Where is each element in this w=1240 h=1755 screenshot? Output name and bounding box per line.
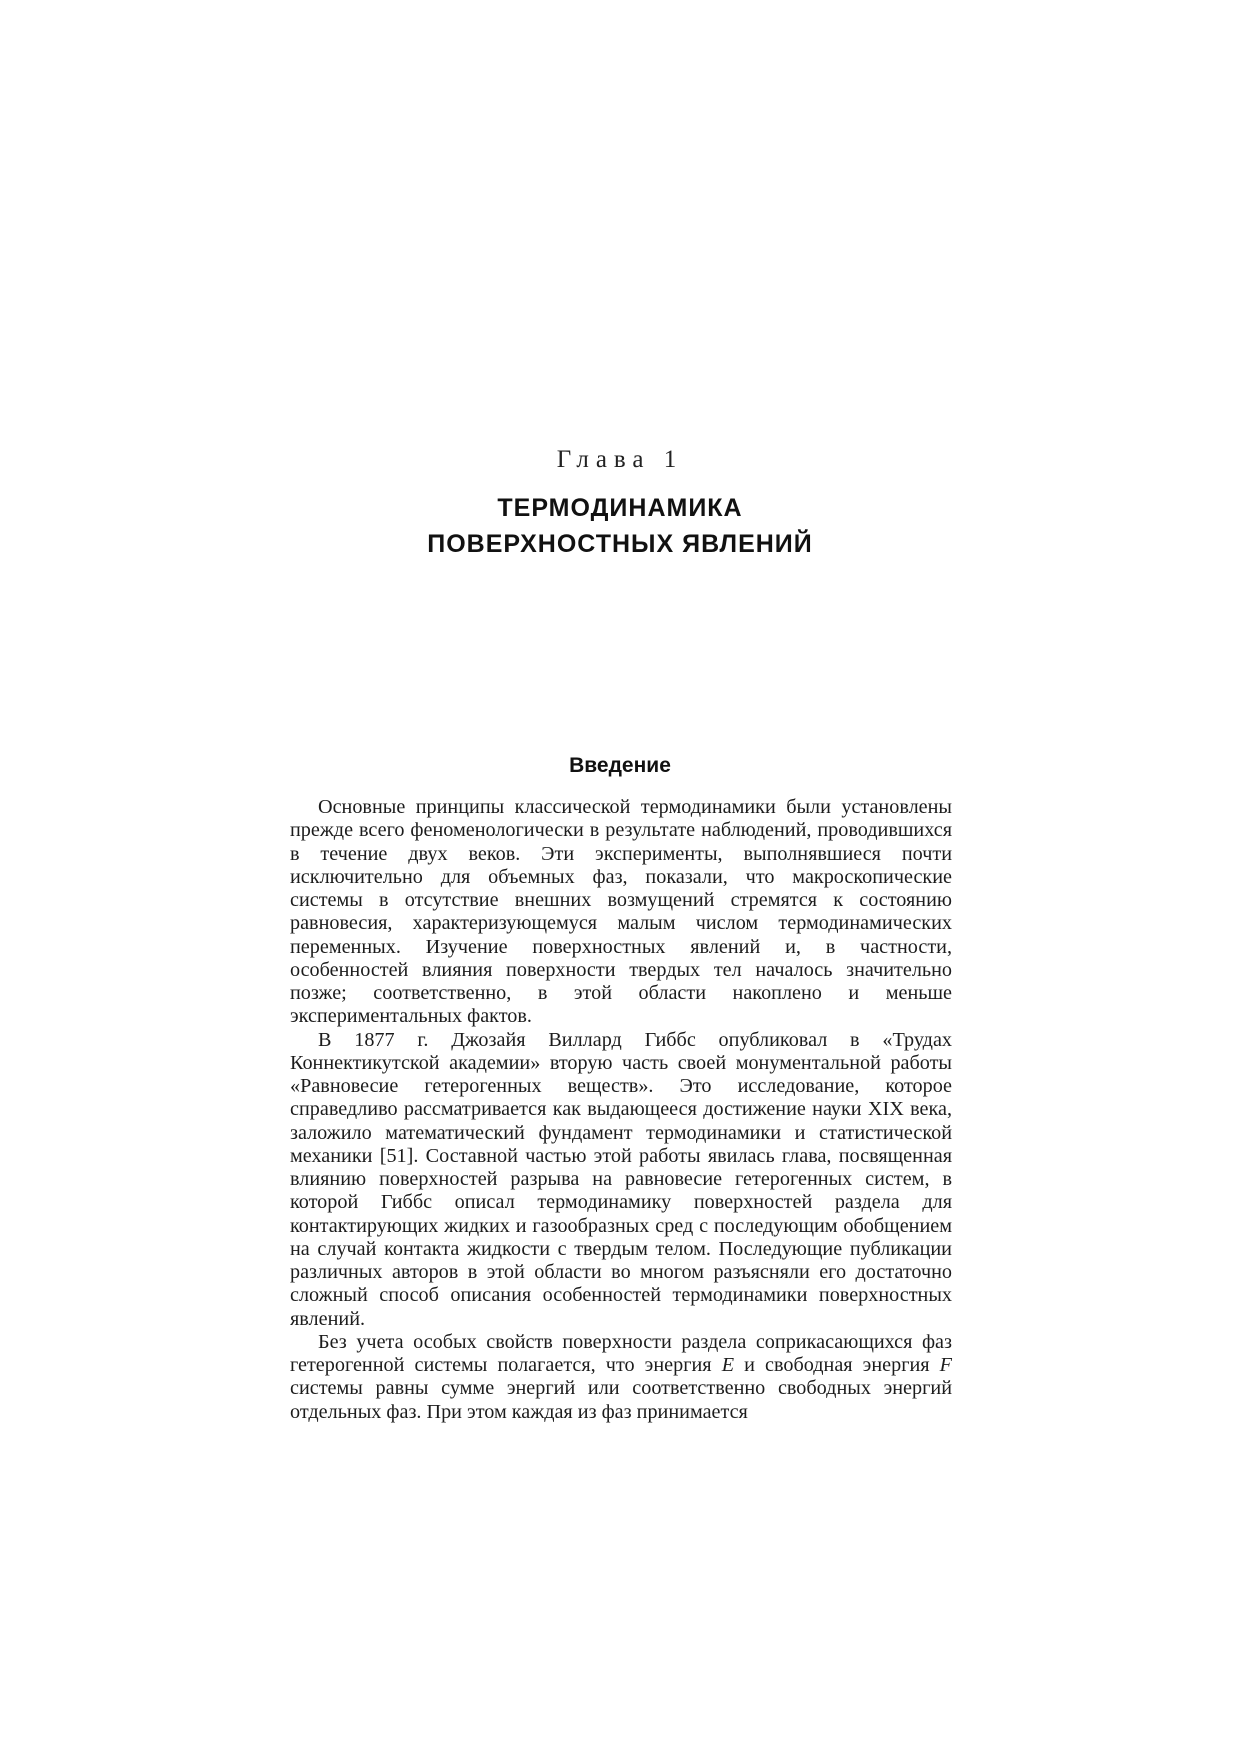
chapter-label: Глава 1 <box>556 446 684 473</box>
paragraph-3-text-a: Без учета особых свойств поверхности раздела соприкасающихся фаз гетерогенной системы полагается, что энергия <box>290 1330 952 1376</box>
chapter-title <box>0 490 1240 562</box>
section-heading: Введение <box>569 754 671 777</box>
paragraph-3 <box>290 1331 952 1424</box>
paragraph-1: Основные принципы классической термодинамики были установлены прежде всего феноменологически в результате наблюдений, проводившихся в течение двух веков. Эти эксперименты, выполнявшиеся почти исключительно для объемных фаз, показали, что макроскопические системы в отсутствие внешних возмущений стремятся к состоянию равновесия, характеризующемуся малым числом термодинамических переменных. Изучение поверхностных явлений и, в частности, особенностей влияния поверхности твердых тел началось значительно позже; соответственно, в этой области накоплено и меньше экспериментальных фактов. <box>290 796 952 1028</box>
paragraph-2: В 1877 г. Джозайя Виллард Гиббс опубликовал в «Трудах Коннектикутской академии» вторую часть своей монументальной работы «Равновесие гетерогенных веществ». Это исследование, которое справедливо рассматривается как выдающееся достижение науки XIX века, заложило математический фундамент термодинамики и статистической механики [51]. Составной частью этой работы явилась глава, посвященная влиянию поверхностей разрыва на равновесие гетерогенных систем, в которой Гиббс описал термодинамику поверхностей раздела для контактирующих жидких и газообразных сред с последующим обобщением на случай контакта жидкости с твердым телом. Последующие публикации различных авторов в этой области во многом разъясняли его достаточно сложный способ описания особенностей термодинамики поверхностных явлений. <box>290 1028 952 1330</box>
chapter-title-line-1: ТЕРМОДИНАМИКА <box>497 494 743 522</box>
paragraph-3-text-c: системы равны сумме энергий или соответственно свободных энергий отдельных фаз. При этом каждая из фаз принимается <box>290 1377 952 1423</box>
variable-free-energy: F <box>939 1354 953 1376</box>
paragraph-3-text-b: и свободная энергия <box>734 1354 940 1376</box>
body-text <box>290 796 952 1424</box>
variable-energy: E <box>721 1354 735 1376</box>
chapter-title-line-2: ПОВЕРХНОСТНЫХ ЯВЛЕНИЙ <box>427 530 813 558</box>
